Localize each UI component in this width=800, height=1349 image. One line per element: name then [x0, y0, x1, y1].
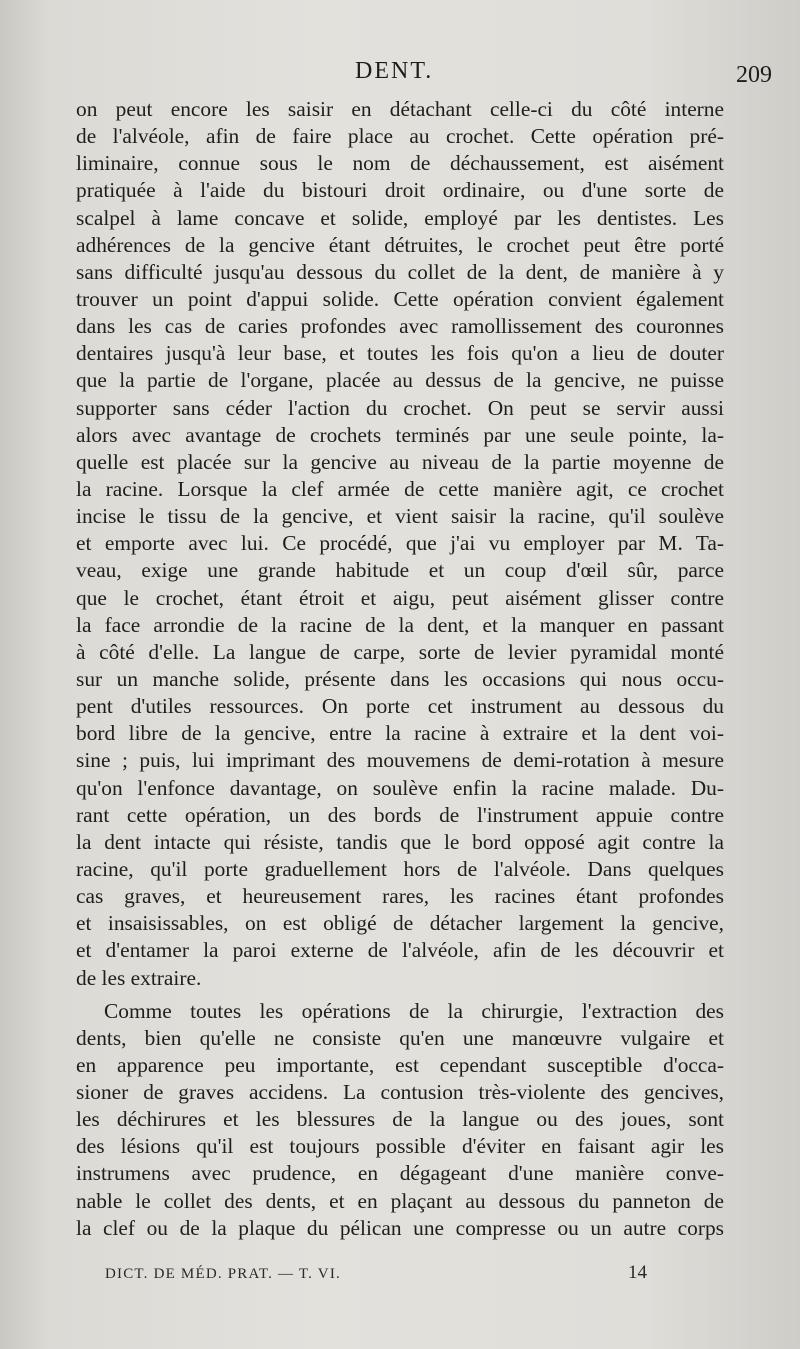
text-line: trouver un point d'appui solide. Cette opération convient également	[76, 286, 724, 311]
text-line: veau, exige une grande habitude et un coup d'œil sûr, parce	[76, 558, 724, 583]
text-line: en apparence peu importante, est cependant susceptible d'occa-	[76, 1052, 724, 1077]
text-line: à côté d'elle. La langue de carpe, sorte de levier pyramidal monté	[76, 639, 724, 664]
text-line: quelle est placée sur la gencive au niveau de la partie moyenne de	[76, 449, 724, 474]
text-line: instrumens avec prudence, en dégageant d'une manière conve-	[76, 1161, 724, 1186]
text-line: sine ; puis, lui imprimant des mouvemens de demi-rotation à mesure	[76, 748, 724, 773]
running-header	[0, 56, 800, 90]
page-footer	[0, 1262, 800, 1292]
text-line: on peut encore les saisir en détachant celle-ci du côté interne	[76, 97, 724, 121]
text-line: la dent intacte qui résiste, tandis que le bord opposé agit contre la	[76, 829, 724, 854]
text-line: rant cette opération, un des bords de l'instrument appuie contre	[76, 802, 724, 827]
text-line: alors avec avantage de crochets terminés par une seule pointe, la-	[76, 422, 724, 447]
text-line: dents, bien qu'elle ne consiste qu'en une manœuvre vulgaire et	[76, 1025, 724, 1050]
text-line: et emporte avec lui. Ce procédé, que j'ai vu employer par M. Ta-	[76, 531, 724, 556]
text-line: supporter sans céder l'action du crochet. On peut se servir aussi	[76, 395, 724, 420]
text-line: de l'alvéole, afin de faire place au crochet. Cette opération pré-	[76, 124, 724, 149]
text-line: sioner de graves accidens. La contusion très-violente des gencives,	[76, 1080, 724, 1105]
text-line: que la partie de l'organe, placée au dessus de la gencive, ne puisse	[76, 368, 724, 393]
text-line: Comme toutes les opérations de la chirurgie, l'extraction des	[104, 998, 724, 1023]
text-line: bord libre de la gencive, entre la racine à extraire et la dent voi-	[76, 721, 724, 746]
paragraph-1	[76, 96, 724, 992]
text-line: nable le collet des dents, et en plaçant au dessous du panneton de	[76, 1188, 724, 1213]
text-line: scalpel à lame concave et solide, employé par les dentistes. Les	[76, 205, 724, 230]
text-line: la clef ou de la plaque du pélican une compresse ou un autre corps	[76, 1215, 724, 1240]
text-line: dans les cas de caries profondes avec ramollissement des couronnes	[76, 314, 724, 339]
sheet-number: 14	[628, 1262, 647, 1283]
text-line: qu'on l'enfonce davantage, on soulève enfin la racine malade. Du-	[76, 775, 724, 800]
text-line: et d'entamer la paroi externe de l'alvéole, afin de les découvrir et	[76, 938, 724, 963]
text-line: que le crochet, étant étroit et aigu, peut aisément glisser contre	[76, 585, 724, 610]
text-line: la face arrondie de la racine de la dent, et la manquer en passant	[76, 612, 724, 637]
text-line: sur un manche solide, présente dans les occasions qui nous occu-	[76, 666, 724, 691]
text-line: pratiquée à l'aide du bistouri droit ordinaire, ou d'une sorte de	[76, 178, 724, 203]
text-line: des lésions qu'il est toujours possible d'éviter en faisant agir les	[76, 1134, 724, 1159]
text-line: pent d'utiles ressources. On porte cet instrument au dessous du	[76, 694, 724, 719]
text-line: les déchirures et les blessures de la langue ou des joues, sont	[76, 1107, 724, 1132]
text-line: dentaires jusqu'à leur base, et toutes les fois qu'on a lieu de douter	[76, 341, 724, 366]
text-line: adhérences de la gencive étant détruites, le crochet peut être porté	[76, 232, 724, 257]
text-line: et insaisissables, on est obligé de détacher largement la gencive,	[76, 911, 724, 936]
text-line: incise le tissu de la gencive, et vient saisir la racine, qu'il soulève	[76, 504, 724, 529]
text-line: la racine. Lorsque la clef armée de cette manière agit, ce crochet	[76, 476, 724, 501]
text-line: de les extraire.	[76, 965, 202, 990]
text-line: liminaire, connue sous le nom de déchaussement, est aisément	[76, 151, 724, 176]
signature-mark: DICT. DE MÉD. PRAT. — T. VI.	[105, 1266, 341, 1282]
paragraph-2	[76, 998, 724, 1242]
running-title: DENT.	[355, 58, 434, 84]
text-line: sans difficulté jusqu'au dessous du collet de la dent, de manière à y	[76, 259, 724, 284]
text-line: racine, qu'il porte graduellement hors de l'alvéole. Dans quelques	[76, 856, 724, 881]
page-number: 209	[736, 62, 772, 88]
text-line: cas graves, et heureusement rares, les racines étant profondes	[76, 884, 724, 909]
body-text	[76, 96, 724, 1242]
